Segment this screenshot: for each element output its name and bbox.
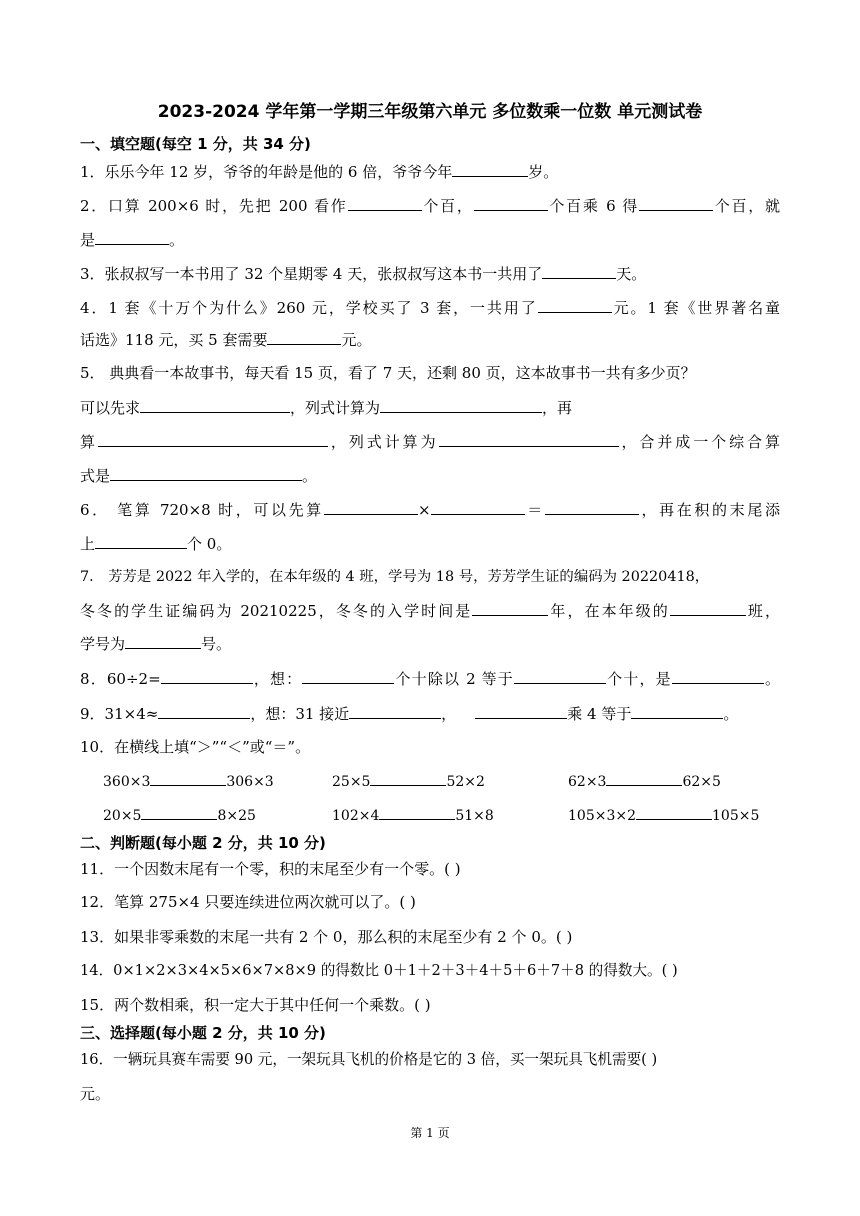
answer-blank[interactable]: [452, 160, 528, 177]
question-11[interactable]: 11．一个因数末尾有一个零，积的末尾至少有一个零。( ): [80, 860, 461, 878]
question-16[interactable]: 16．一辆玩具赛车需要 90 元，一架玩具飞机的价格是它的 3 倍，买一架玩具飞机需要( ): [80, 1051, 658, 1068]
compare-item: 102×4 51×8: [332, 803, 494, 827]
question-10: 10．在横线上填“＞”“＜”或“＝”。: [80, 738, 311, 756]
answer-blank[interactable]: [98, 430, 328, 447]
answer-blank[interactable]: [302, 667, 394, 684]
question-2: 2．口算 200×6 时，先把 200 看作 个百， 个百乘 6 得 个百，就: [80, 194, 780, 216]
answer-blank[interactable]: [348, 194, 422, 211]
answer-blank[interactable]: [380, 396, 542, 413]
question-3: 3．张叔叔写一本书用了 32 个星期零 4 天，张叔叔写这本书一共用了 天。: [80, 262, 780, 284]
answer-blank[interactable]: [150, 769, 226, 786]
answer-blank[interactable]: [267, 328, 341, 345]
compare-item: 62×3 62×5: [568, 769, 721, 793]
question-4-cont: 话选》118 元，买 5 套需要 元。: [80, 328, 780, 350]
answer-blank[interactable]: [140, 396, 290, 413]
question-4: 4．1 套《十万个为什么》260 元，学校买了 3 套，一共用了 元。1 套《世界著名童: [80, 296, 780, 318]
question-7-line2: 冬冬的学生证编码为 20210225，冬冬的入学时间是 年，在本年级的 班，: [80, 599, 780, 621]
answer-blank[interactable]: [639, 194, 713, 211]
question-16-cont: 元。: [80, 1085, 111, 1103]
question-12[interactable]: 12．笔算 275×4 只要连续进位两次就可以了。( ): [80, 893, 416, 911]
answer-blank[interactable]: [514, 667, 606, 684]
section-true-false: 二、判断题(每小题 2 分，共 10 分): [80, 834, 326, 852]
answer-blank[interactable]: [379, 803, 455, 820]
compare-item: 20×5 8×25: [103, 803, 256, 827]
question-7: 7． 芳芳是 2022 年入学的，在本年级的 4 班，学号为 18 号，芳芳学生证的编码为 20220418，: [80, 569, 710, 585]
question-5-line3: 算 ，列式计算为 ，合并成一个综合算: [80, 430, 780, 452]
page-number: 第 1 页: [410, 1126, 450, 1140]
compare-item: 105×3×2 105×5: [568, 803, 759, 827]
question-13[interactable]: 13．如果非零乘数的末尾一共有 2 个 0，那么积的末尾至少有 2 个 0。( ): [80, 928, 573, 946]
section-multiple-choice: 三、选择题(每小题 2 分，共 10 分): [80, 1024, 326, 1042]
question-1: 1．乐乐今年 12 岁，爷爷的年龄是他的 6 倍，爷爷今年 岁。: [80, 160, 780, 182]
answer-blank[interactable]: [161, 667, 253, 684]
section-fill-in-blank: 一、填空题(每空 1 分，共 34 分): [80, 135, 311, 153]
answer-blank[interactable]: [475, 702, 567, 719]
answer-blank[interactable]: [370, 769, 446, 786]
answer-blank[interactable]: [431, 498, 525, 515]
answer-blank[interactable]: [110, 464, 302, 481]
answer-blank[interactable]: [158, 702, 250, 719]
answer-blank[interactable]: [631, 702, 723, 719]
answer-blank[interactable]: [545, 498, 639, 515]
answer-blank[interactable]: [324, 498, 418, 515]
question-6: 6． 笔算 720×8 时，可以先算 × ＝ ，再在积的末尾添: [80, 498, 780, 520]
compare-item: 25×5 52×2: [332, 769, 485, 793]
question-9: 9．31×4≈ ，想：31 接近 ， 乘 4 等于 。: [80, 702, 780, 724]
answer-blank[interactable]: [95, 532, 187, 549]
question-5: 5． 典典看一本故事书，每天看 15 页，看了 7 天，还剩 80 页，这本故事书一共有多少页？: [80, 364, 696, 382]
question-6-cont: 上 个 0。: [80, 532, 780, 554]
answer-blank[interactable]: [95, 228, 169, 245]
answer-blank[interactable]: [474, 194, 548, 211]
answer-blank[interactable]: [141, 803, 217, 820]
answer-blank[interactable]: [538, 296, 612, 313]
compare-item: 360×3 306×3: [103, 769, 274, 793]
page-title: 2023-2024 学年第一学期三年级第六单元 多位数乘一位数 单元测试卷: [157, 102, 703, 122]
question-5-line2: 可以先求 ，列式计算为 ，再: [80, 396, 780, 418]
question-15[interactable]: 15．两个数相乘，积一定大于其中任何一个乘数。( ): [80, 996, 431, 1014]
answer-blank[interactable]: [125, 632, 201, 649]
question-5-line4: 式是 。: [80, 464, 780, 486]
question-7-line3: 学号为 号。: [80, 632, 780, 654]
answer-blank[interactable]: [636, 803, 712, 820]
answer-blank[interactable]: [472, 599, 548, 616]
answer-blank[interactable]: [606, 769, 682, 786]
question-14[interactable]: 14．0×1×2×3×4×5×6×7×8×9 的得数比 0＋1＋2＋3＋4＋5＋6＋7＋8 的得数大。( ): [80, 962, 678, 979]
answer-blank[interactable]: [672, 667, 764, 684]
question-8: 8．60÷2= ，想： 个十除以 2 等于 个十，是 。: [80, 667, 780, 689]
answer-blank[interactable]: [542, 262, 616, 279]
answer-blank[interactable]: [349, 702, 441, 719]
answer-blank[interactable]: [670, 599, 746, 616]
answer-blank[interactable]: [439, 430, 619, 447]
question-2-cont: 是 。: [80, 228, 780, 250]
